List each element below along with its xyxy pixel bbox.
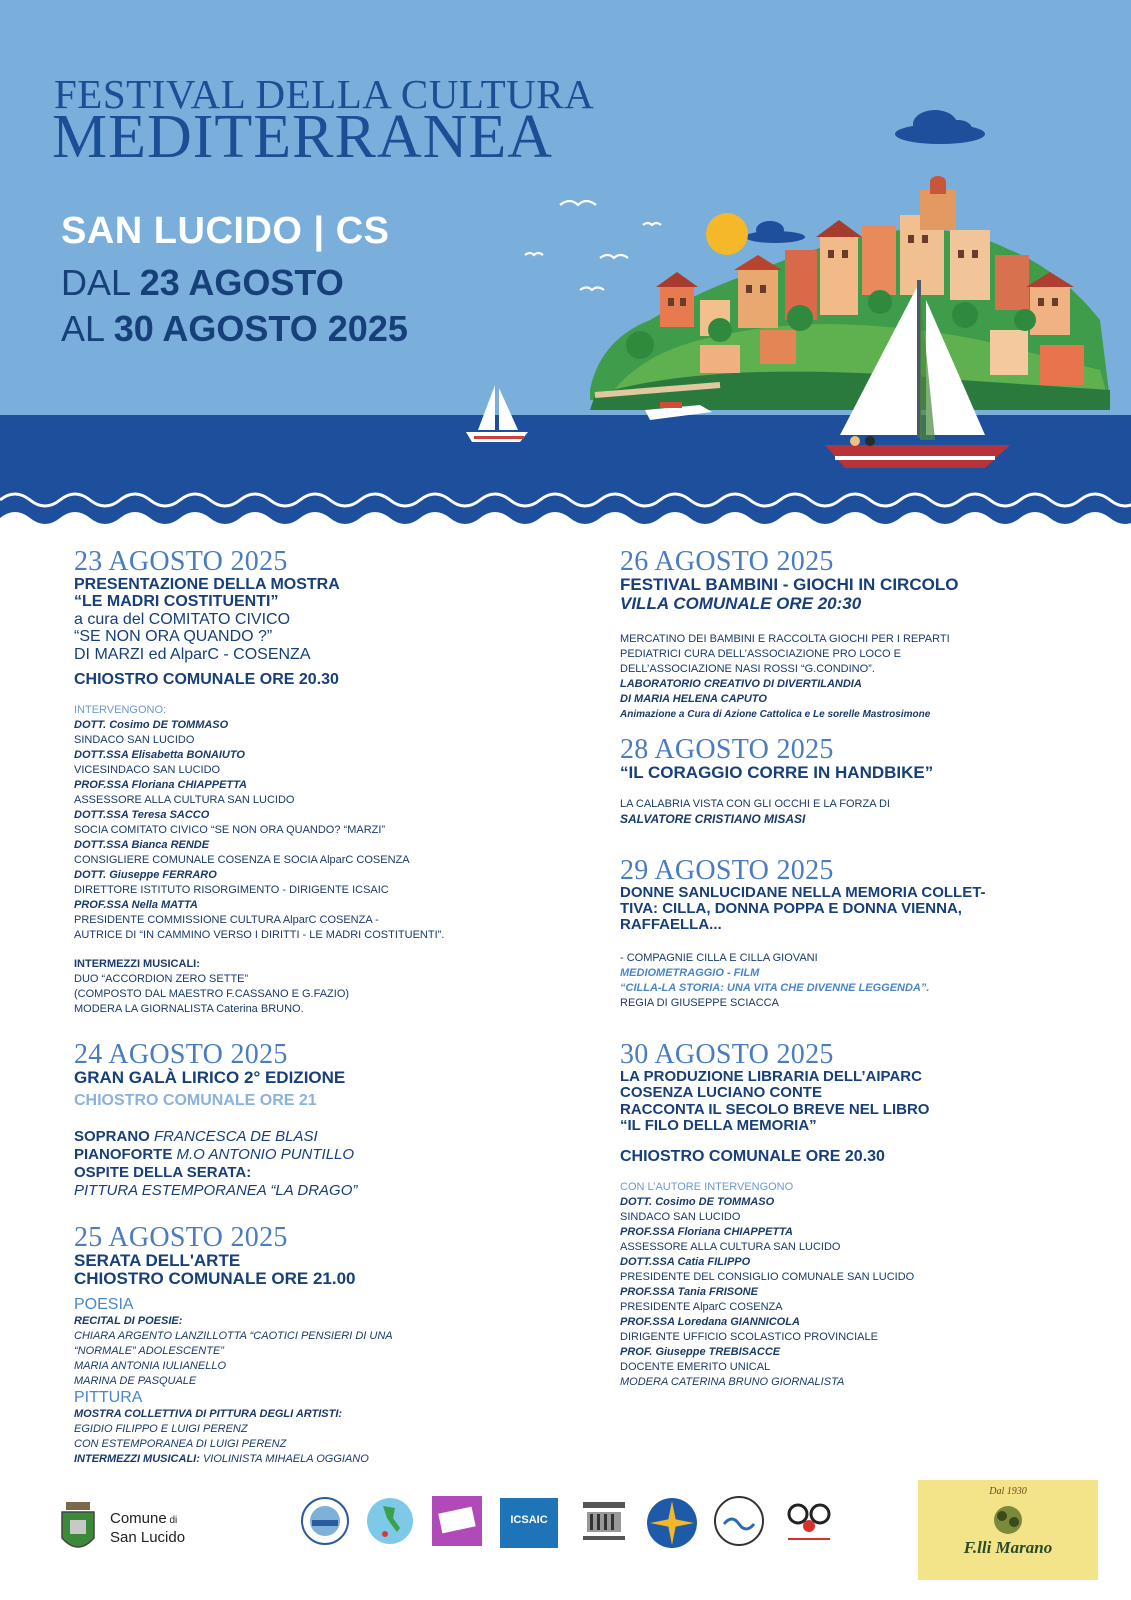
event-title: CHIOSTRO COMUNALE ORE 21.00	[74, 1269, 356, 1289]
poem-line: MARIA ANTONIA IULIANELLO	[74, 1360, 227, 1373]
partner-logo-circolo	[712, 1494, 766, 1548]
speaker-role: PRESIDENTE DEL CONSIGLIO COMUNALE SAN LUCIDO	[620, 1271, 915, 1284]
partner-logo-snoq	[432, 1496, 482, 1546]
event-aug30	[620, 1041, 1090, 1390]
festival-dates-start: DAL 23 AGOSTO	[61, 262, 344, 303]
festival-title-line1: FESTIVAL DELLA CULTURA	[54, 71, 595, 117]
speaker-name: PROF.SSA Loredana GIANNICOLA	[620, 1316, 800, 1329]
event-description: PEDIATRICI CURA DELL’ASSOCIAZIONE PRO LOCO E	[620, 648, 901, 661]
section-subheading: RECITAL DI POESIE:	[74, 1315, 183, 1328]
speaker-name: PROF.SSA Nella MATTA	[74, 899, 198, 912]
speaker-role: ASSESSORE ALLA CULTURA SAN LUCIDO	[620, 1241, 841, 1254]
event-description: LA CALABRIA VISTA CON GLI OCCHI E LA FORZA DI	[620, 797, 890, 810]
speaker-list	[74, 718, 544, 943]
event-title: FESTIVAL BAMBINI - GIOCHI IN CIRCOLO	[620, 575, 959, 594]
poster-header	[0, 0, 1131, 530]
event-aug23	[74, 548, 544, 1017]
event-title: PRESENTAZIONE DELLA MOSTRA	[74, 576, 340, 593]
event-film-title: “CILLA-LA STORIA: UNA VITA CHE DIVENNE LEGGENDA”.	[620, 982, 930, 995]
speaker-role: SINDACO SAN LUCIDO	[74, 734, 195, 747]
event-film: MEDIOMETRAGGIO - FILM	[620, 967, 760, 980]
event-date: 24 AGOSTO 2025	[74, 1039, 288, 1071]
poem-line: “NORMALE” ADOLESCENTE”	[74, 1345, 224, 1358]
wave-bottom	[0, 512, 1131, 530]
event-aug28	[620, 736, 1090, 826]
event-subtitle: DI MARZI ed AlparC - COSENZA	[74, 645, 311, 663]
speaker-name: DOTT. Cosimo DE TOMMASO	[74, 719, 229, 732]
partner-logo-nasi-rossi	[782, 1500, 836, 1546]
section-subheading: MOSTRA COLLETTIVA DI PITTURA DEGLI ARTISTI:	[74, 1408, 343, 1421]
event-title: “IL CORAGGIO CORRE IN HANDBIKE”	[620, 763, 934, 783]
event-date: 29 AGOSTO 2025	[620, 854, 834, 886]
festival-place: SAN LUCIDO | CS	[61, 210, 390, 252]
event-aug25	[74, 1221, 544, 1468]
section-heading-pittura: PITTURA	[74, 1389, 143, 1407]
speaker-role: PRESIDENTE COMMISSIONE CULTURA AlparC COSENZA -	[74, 914, 379, 927]
event-date: 23 AGOSTO 2025	[74, 546, 288, 577]
music-heading: INTERMEZZI MUSICALI:	[74, 958, 200, 971]
event-date: 26 AGOSTO 2025	[620, 546, 834, 577]
program-left-column	[74, 548, 544, 1467]
performer-line: OSPITE DELLA SERATA:	[74, 1163, 252, 1181]
event-description: MERCATINO DEI BAMBINI E RACCOLTA GIOCHI PER I REPARTI	[620, 633, 950, 646]
wave-border	[0, 494, 1131, 506]
speaker-role: DIRIGENTE UFFICIO SCOLASTICO PROVINCIALE	[620, 1331, 878, 1344]
speaker-role: SOCIA COMITATO CIVICO “SE NON ORA QUANDO? “MARZI”	[74, 824, 386, 837]
speaker-name: PROF.SSA Floriana CHIAPPETTA	[74, 779, 247, 792]
event-aug26	[620, 548, 1090, 722]
speaker-role: ASSESSORE ALLA CULTURA SAN LUCIDO	[74, 794, 295, 807]
speaker-list	[620, 1195, 1090, 1390]
event-animation: Animazione a Cura di Azione Cattolica e Le sorelle Mastrosimone	[620, 709, 931, 721]
olive-branch-icon	[984, 1498, 1032, 1538]
program-right-column	[620, 548, 1090, 1390]
sailboat-small-icon	[466, 385, 528, 442]
speaker-role: VICESINDACO SAN LUCIDO	[74, 764, 221, 777]
partner-logo-italy-map	[365, 1494, 415, 1548]
comune-san-lucido-logo	[58, 1500, 218, 1560]
speaker-role: AUTRICE DI “IN CAMMINO VERSO I DIRITTI - LE MADRI COSTITUENTI”.	[74, 929, 445, 942]
speaker-name: PROF.SSA Floriana CHIAPPETTA	[620, 1226, 793, 1239]
event-date: 25 AGOSTO 2025	[74, 1221, 288, 1253]
performer-line: PITTURA ESTEMPORANEA “LA DRAGO”	[74, 1181, 358, 1199]
event-title: RAFFAELLA...	[620, 916, 722, 934]
speaker-name: DOTT.SSA Bianca RENDE	[74, 839, 210, 852]
event-title: DONNE SANLUCIDANE NELLA MEMORIA COLLET-	[620, 883, 986, 901]
event-title: COSENZA LUCIANO CONTE	[620, 1084, 822, 1102]
event-description: - COMPAGNIE CILLA E CILLA GIOVANI	[620, 952, 818, 965]
artist-line: EGIDIO FILIPPO E LUIGI PERENZ	[74, 1423, 248, 1436]
speaker-name: PROF.SSA Tania FRISONE	[620, 1286, 758, 1299]
event-aug29	[620, 854, 1090, 1012]
speaker-role: DOCENTE EMERITO UNICAL	[620, 1361, 771, 1374]
event-venue: CHIOSTRO COMUNALE ORE 20.30	[620, 1148, 885, 1166]
event-date: 28 AGOSTO 2025	[620, 734, 834, 766]
event-title: TIVA: CILLA, DONNA POPPA E DONNA VIENNA,	[620, 899, 962, 917]
cloud-icon	[895, 110, 985, 144]
event-venue: VILLA COMUNALE ORE 20:30	[620, 594, 862, 614]
island-town-icon	[590, 176, 1110, 410]
partner-logo-icsaic: ICSAIC	[500, 1498, 558, 1548]
poem-line: CHIARA ARGENTO LANZILLOTTA “CAOTICI PENSIERI DI UNA	[74, 1330, 393, 1343]
speaker-name: DOTT. Giuseppe FERRARO	[74, 869, 217, 882]
event-title: “LE MADRI COSTITUENTI”	[74, 593, 279, 611]
event-title: SERATA DELL'ARTE	[74, 1250, 241, 1270]
festival-title-line2: MEDITERRANEA	[52, 103, 554, 171]
event-director: REGIA DI GIUSEPPE SCIACCA	[620, 997, 779, 1010]
music-line: (COMPOSTO DAL MAESTRO F.CASSANO E G.FAZIO)	[74, 988, 350, 1001]
event-title: RACCONTA IL SECOLO BREVE NEL LIBRO	[620, 1100, 930, 1118]
performer-line: SOPRANO FRANCESCA DE BLASI	[74, 1127, 318, 1145]
speaker-name: PROF. Giuseppe TREBISACCE	[620, 1346, 781, 1359]
speaker-name: DOTT.SSA Catia FILIPPO	[620, 1256, 751, 1269]
comune-text: Comune di San Lucido	[110, 1510, 186, 1546]
section-heading-poesia: POESIA	[74, 1296, 134, 1314]
moderator-line: MODERA LA GIORNALISTA Caterina BRUNO.	[74, 1003, 304, 1016]
speaker-role: SINDACO SAN LUCIDO	[620, 1211, 741, 1224]
event-workshop: LABORATORIO CREATIVO DI DIVERTILANDIA	[620, 678, 862, 691]
crest-icon	[58, 1500, 98, 1558]
cloud-icon	[745, 221, 805, 243]
speakers-heading: CON L’AUTORE INTERVENGONO	[620, 1181, 794, 1194]
partner-logo-circle	[300, 1494, 350, 1548]
event-subtitle: “SE NON ORA QUANDO ?”	[74, 628, 273, 646]
birds-icon	[525, 201, 661, 290]
partner-logo-azione-cattolica	[645, 1496, 699, 1550]
event-workshop: DI MARIA HELENA CAPUTO	[620, 693, 767, 706]
music-line: INTERMEZZI MUSICALI: VIOLINISTA MIHAELA OGGIANO	[74, 1453, 369, 1466]
poem-line: MARINA DE PASQUALE	[74, 1375, 197, 1388]
event-description: DELL’ASSOCIAZIONE NASI ROSSI “G.CONDINO”.	[620, 663, 875, 676]
festival-dates-end: AL 30 AGOSTO 2025	[61, 308, 408, 349]
music-line: DUO “ACCORDION ZERO SETTE”	[74, 973, 249, 986]
speaker-role: PRESIDENTE AlparC COSENZA	[620, 1301, 783, 1314]
speakers-heading: INTERVENGONO:	[74, 704, 167, 717]
sponsor-logo-flli-marano: Dal 1930 F.lli Marano	[918, 1480, 1098, 1580]
sun-icon	[706, 213, 748, 255]
event-title: LA PRODUZIONE LIBRARIA DELL’AIPARC	[620, 1068, 922, 1086]
artist-line: CON ESTEMPORANEA DI LUIGI PERENZ	[74, 1438, 287, 1451]
event-description: SALVATORE CRISTIANO MISASI	[620, 811, 806, 826]
event-subtitle: a cura del COMITATO CIVICO	[74, 610, 291, 628]
speaker-role: DIRETTORE ISTITUTO RISORGIMENTO - DIRIGENTE ICSAIC	[74, 884, 389, 897]
event-title: GRAN GALÀ LIRICO 2° EDIZIONE	[74, 1068, 346, 1088]
partner-logo-istituto	[575, 1496, 633, 1550]
speaker-role: CONSIGLIERE COMUNALE COSENZA E SOCIA AlparC COSENZA	[74, 854, 410, 867]
event-venue: CHIOSTRO COMUNALE ORE 20.30	[74, 671, 339, 689]
speaker-name: DOTT.SSA Elisabetta BONAIUTO	[74, 749, 245, 762]
event-title: “IL FILO DELLA MEMORIA”	[620, 1116, 817, 1134]
event-aug24	[74, 1041, 544, 1199]
performer-line: PIANOFORTE M.O ANTONIO PUNTILLO	[74, 1145, 355, 1163]
speaker-name: DOTT. Cosimo DE TOMMASO	[620, 1196, 775, 1209]
moderator-line: MODERA CATERINA BRUNO GIORNALISTA	[620, 1376, 845, 1389]
speaker-name: DOTT.SSA Teresa SACCO	[74, 809, 210, 822]
event-date: 30 AGOSTO 2025	[620, 1039, 834, 1071]
event-venue: CHIOSTRO COMUNALE ORE 21	[74, 1091, 317, 1109]
